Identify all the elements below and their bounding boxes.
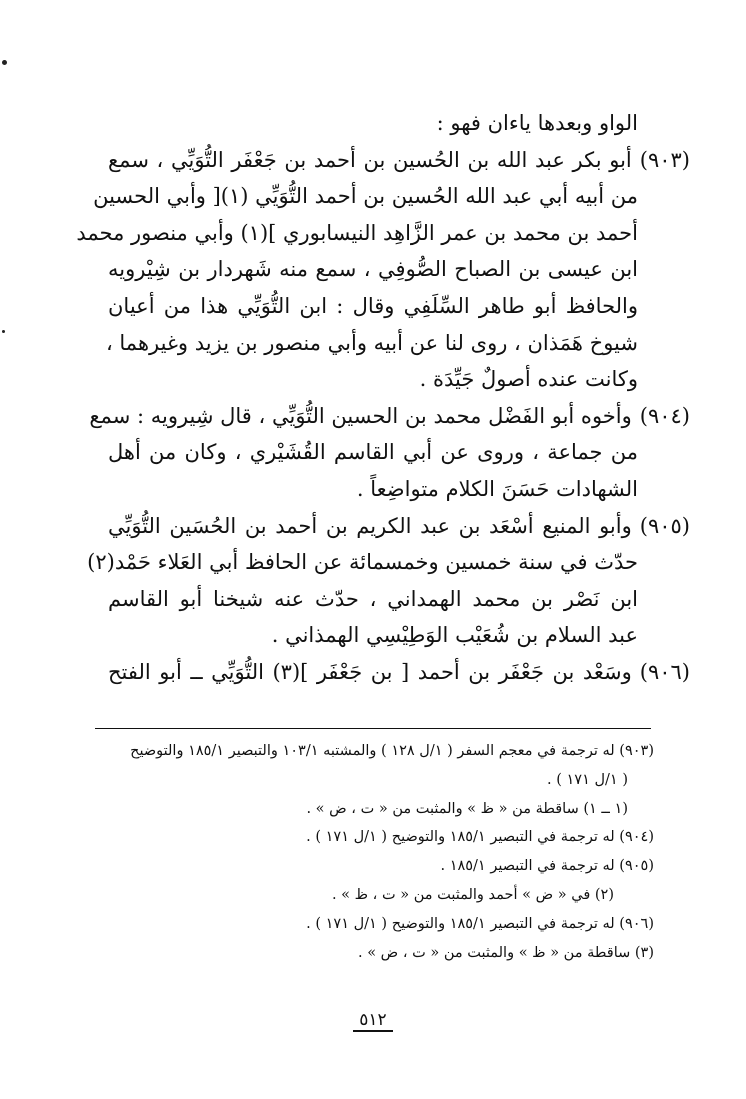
margin-mark: [2, 60, 7, 65]
footnote-line: [60, 913, 654, 937]
line-text: وأخوه أبو الفَضْل محمد بن الحسين التُّوَيِّي ، قال شِيرويه : سمع: [89, 403, 632, 428]
text-line: [93, 181, 638, 213]
footnote-line: [60, 798, 654, 822]
footnote-line: [60, 826, 654, 850]
line-text: من أبيه أبي عبد الله الحُسين بن أحمد التُّوَيِّي (١)[ وأبي الحسين: [93, 184, 638, 209]
line-text: أحمد بن محمد بن عمر الزَّاهِد النيسابوري ](١) وأبي منصور محمد: [76, 220, 638, 245]
line-text: حدّث في سنة خمسين وخمسمائة عن الحافظ أبي العَلاء حَمْد(٢): [87, 550, 638, 575]
text-line: [108, 657, 690, 689]
text-line: [89, 401, 690, 433]
line-text: والحافظ أبو طاهر السِّلَفِي وقال : ابن التُّوَيِّي هذا من أعيان: [108, 294, 638, 318]
line-text: وأبو المنيع أسْعَد بن عبد الكريم بن أحمد بن الحُسَين التُّوَيِّي: [108, 513, 632, 538]
entry-number: (٩٠٦): [639, 660, 690, 684]
line-text: عبد السلام بن شُعَيْب الوَطِيْسِي الهمذاني .: [271, 623, 638, 648]
text-line: [108, 511, 690, 543]
page-number-text: ٥١٢: [353, 1010, 392, 1032]
footnote-text: (٢) في « ض » أحمد والمثبت من « ت ، ظ » .: [331, 887, 614, 903]
footnote-text: (٩٠٦) له ترجمة في التبصير ١٨٥/١ والتوضيح ( ١/ل ١٧١ ) .: [306, 915, 654, 932]
margin-mark: [2, 330, 5, 333]
entry-number: (٩٠٤): [639, 403, 690, 428]
line-text: من جماعة ، وروى عن أبي القاسم القُشَيْري ، وكان من أهل: [108, 440, 638, 465]
footnote-text: (٣) ساقطة من « ظ » والمثبت من « ت ، ض » .: [357, 944, 654, 961]
text-line: [105, 328, 638, 360]
text-line: [87, 547, 638, 579]
text-line: [108, 291, 638, 323]
footnote-line: [60, 769, 654, 793]
line-text: الواو وبعدها ياءان فهو :: [436, 111, 638, 135]
footnote-text: (٩٠٤) له ترجمة في التبصير ١٨٥/١ والتوضيح ( ١/ل ١٧١ ) .: [306, 829, 654, 846]
footnote-text: (١ ــ ١) ساقطة من « ظ » والمثبت من « ت ، ض » .: [306, 800, 628, 817]
entry-number: (٩٠٣): [639, 147, 690, 172]
text-line: [108, 437, 638, 469]
footnote-divider: [95, 728, 651, 729]
text-line: [108, 254, 638, 286]
line-text: وسَعْد بن جَعْفَر بن أحمد [ بن جَعْفَر ](٣) التُّوَيِّي ــ أبو الفتح: [108, 660, 632, 684]
line-text: ابن نَصْر بن محمد الهمداني ، حدّث عنه شيخنا أبو القاسم: [108, 586, 638, 611]
line-text: أبو بكر عبد الله بن الحُسين بن أحمد بن جَعْفَر التُّوَيِّي ، سمع: [108, 147, 632, 172]
footnote-line: [60, 942, 654, 966]
text-line: [108, 474, 638, 506]
line-text: ابن عيسى بن الصباح الصُّوفِي ، سمع منه شَهردار بن شِيْرويه: [108, 257, 638, 282]
text-line: [108, 620, 638, 652]
entry-number: (٩٠٥): [639, 513, 690, 538]
text-line: [108, 108, 638, 140]
footnote-text: (٩٠٥) له ترجمة في التبصير ١٨٥/١ .: [440, 858, 654, 875]
text-line: [108, 584, 638, 616]
footnote-text: (٩٠٣) له ترجمة في معجم السفر ( ١/ل ١٢٨ ) والمشتبه ١٠٣/١ والتبصير ١٨٥/١ والتوضيح: [130, 743, 654, 759]
footnote-text: ( ١/ل ١٧١ ) .: [547, 771, 628, 788]
footnote-line: [60, 740, 654, 764]
text-line: [76, 218, 638, 250]
footnote-line: [60, 855, 654, 879]
page-number: [0, 1010, 746, 1030]
line-text: شيوخ هَمَذان ، روى لنا عن أبيه وأبي منصور بن يزيد وغيرهما ،: [105, 330, 638, 355]
text-line: [108, 364, 638, 396]
footnote-line: [60, 884, 654, 908]
line-text: وكانت عنده أصولٌ جَيِّدَة .: [419, 367, 638, 392]
text-line: [108, 145, 690, 177]
line-text: الشهادات حَسَنَ الكلام متواضِعاً .: [356, 477, 638, 501]
